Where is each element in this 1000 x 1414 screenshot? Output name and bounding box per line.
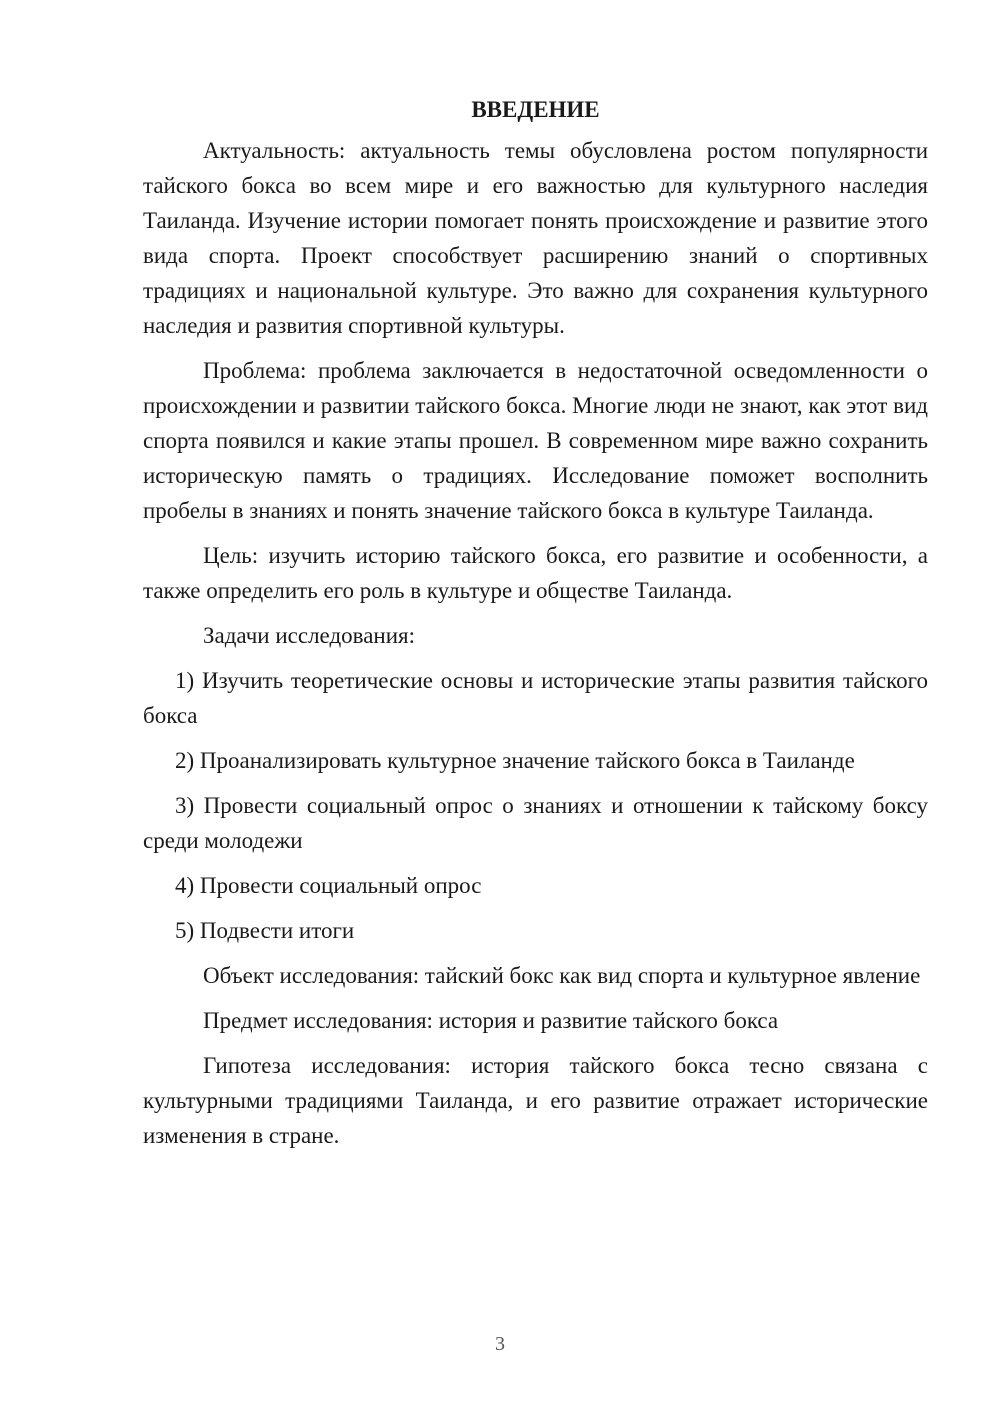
list-item: 2) Проанализировать культурное значение тайского бокса в Таиланде [175,748,855,773]
list-item: 1) Изучить теоретические основы и исторические этапы развития тайского бокса [143,668,928,728]
paragraph-object: Объект исследования: тайский бокс как вид спорта и культурное явление [203,963,921,988]
paragraph-problem: Проблема: проблема заключается в недостаточной осведомленности о происхождении и развитии тайского бокса. Многие люди не знают, как этот вид спорта появился и какие этапы прошел. В современном мире важно сохранить историческую память о традициях. Исследование поможет восполнить пробелы в знаниях и понять значение тайского бокса в культуре Таиланда. [143,358,928,523]
paragraph-subject: Предмет исследования: история и развитие тайского бокса [203,1008,779,1033]
paragraph-tasks-heading: Задачи исследования: [203,623,416,648]
tasks-list [143,663,928,948]
paragraph-relevance: Актуальность: актуальность темы обусловлена ростом популярности тайского бокса во всем мире и его важностью для культурного наследия Таиланда. Изучение истории помогает понять происхождение и развитие этого вида спорта. Проект способствует расширению знаний о спортивных традициях и национальной культуре. Это важно для сохранения культурного наследия и развития спортивной культуры. [143,138,928,338]
list-item: 3) Провести социальный опрос о знаниях и отношении к тайскому боксу среди молодежи [143,793,928,853]
page-title: ВВЕДЕНИЕ [471,97,600,122]
paragraph-goal: Цель: изучить историю тайского бокса, его развитие и особенности, а также определить его роль в культуре и обществе Таиланда. [143,543,928,603]
list-item: 4) Провести социальный опрос [175,873,482,898]
list-item: 5) Подвести итоги [175,918,355,943]
paragraph-hypothesis: Гипотеза исследования: история тайского бокса тесно связана с культурными традициями Таиланда, и его развитие отражает исторические изменения в стране. [143,1053,928,1148]
document-page [143,92,928,1163]
page-number: 3 [495,1333,505,1355]
